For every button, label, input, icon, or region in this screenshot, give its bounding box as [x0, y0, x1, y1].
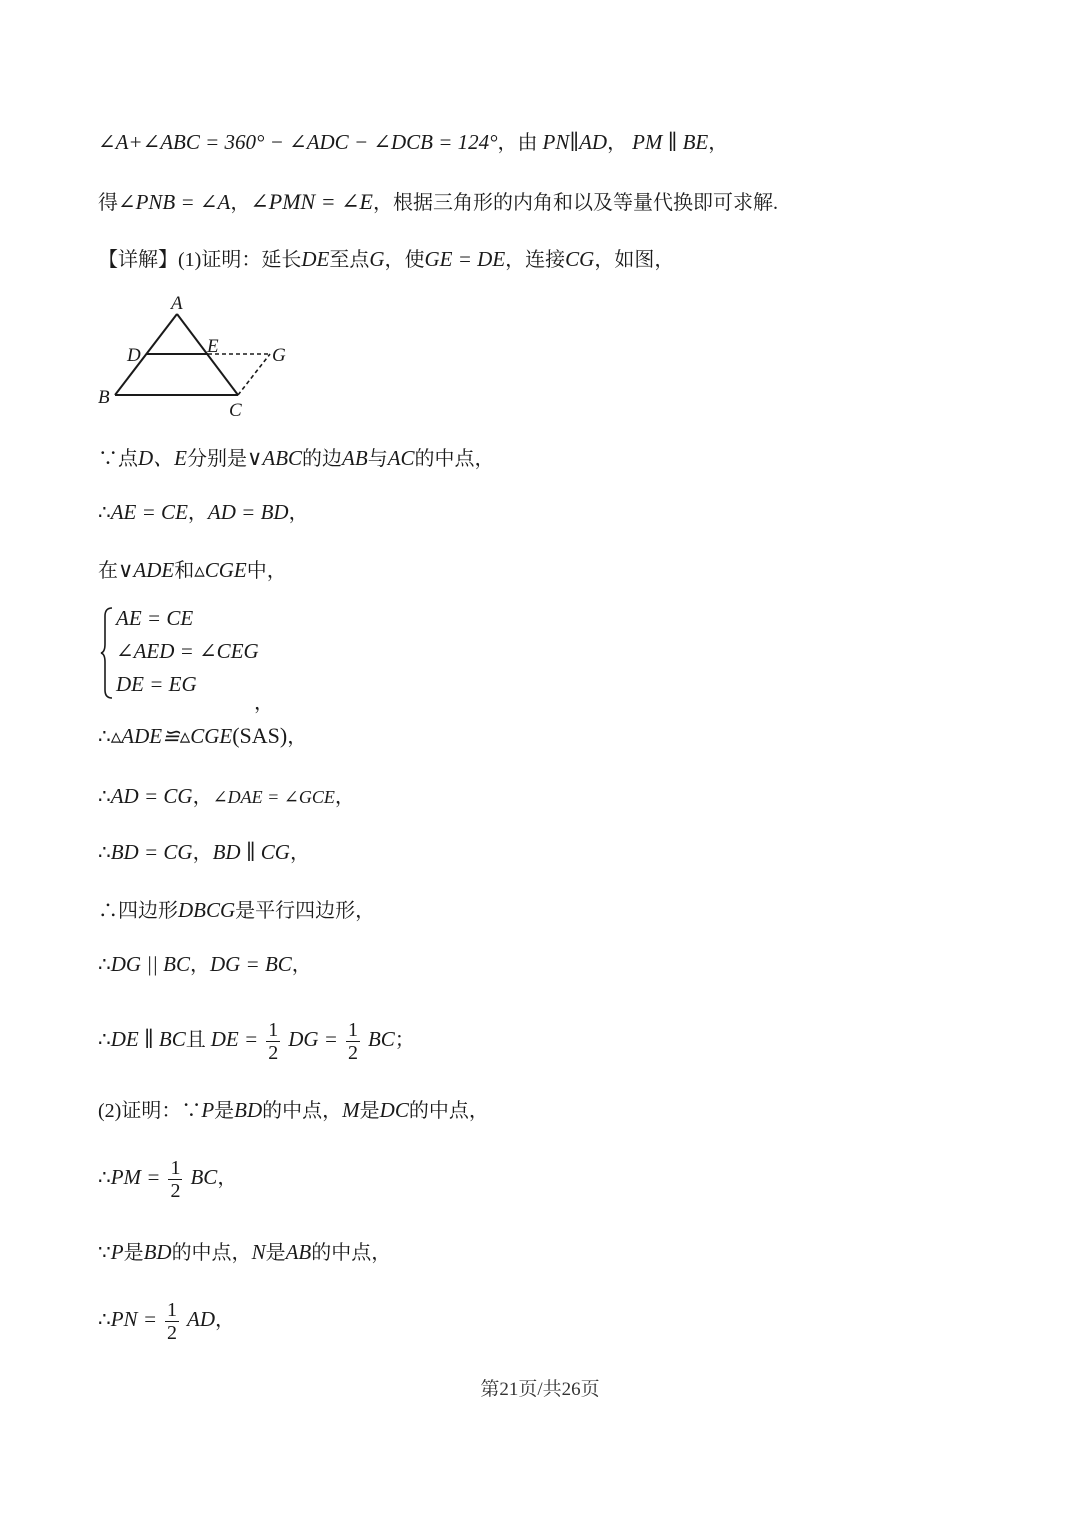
- segment-cg-dashed: [238, 354, 270, 395]
- text-line-5: ∴AE = CE，AD = BD，: [98, 500, 309, 524]
- text-line-6: 在∨ADE和▵CGE中，: [98, 558, 287, 582]
- math-expr: ∠PMN = ∠E: [250, 189, 373, 214]
- text-line-2: 得∠PNB = ∠A，∠PMN = ∠E，根据三角形的内角和以及等量代换即可求解.: [98, 189, 778, 214]
- fraction-half: $\frac{1}{2}$: [170, 1156, 181, 1202]
- label-c: C: [229, 400, 242, 421]
- triangle-figure: [95, 292, 305, 422]
- text-line-7: ∴▵ADE≌▵CGE(SAS)，: [98, 723, 308, 748]
- fraction-half: $\frac{1}{2}$: [268, 1018, 279, 1064]
- text-line-13: (2)证明：∵P是BD的中点，M是DC的中点，: [98, 1098, 489, 1122]
- label-b: B: [98, 387, 110, 408]
- text-line-16: ∴PN = $\frac{1}{2}$ AD，: [98, 1298, 235, 1344]
- fraction-half: $\frac{1}{2}$: [167, 1298, 177, 1344]
- text-line-11: ∴DG || BC，DG = BC，: [98, 952, 312, 976]
- system-row-3: DE = EG: [116, 672, 197, 696]
- text-line-8: ∴AD = CG，∠DAE = ∠GCE，: [98, 784, 355, 808]
- text-line-15: ∵P是BD的中点，N是AB的中点，: [98, 1240, 392, 1264]
- label-e: E: [207, 336, 219, 357]
- system-row-1: AE = CE: [116, 606, 194, 630]
- fraction-half: $\frac{1}{2}$: [347, 1018, 358, 1064]
- system-trail: ，: [254, 692, 274, 714]
- text-line-4: ∵点D、E分别是∨ABC的边AB与AC的中点，: [98, 446, 495, 470]
- text-line-12: ∴DE ∥ BC且 DE = $\frac{1}{2}$ DG = $\frac{1}{2}$ BC；: [98, 1018, 415, 1064]
- text-line-1: ∠A+∠ABC = 360° − ∠ADC − ∠DCB = 124°，由 PN∥AD， PM ∥ BE，: [98, 130, 729, 154]
- text-line-3: 【详解】(1)证明：延长DE至点G，使GE = DE，连接CG，如图，: [98, 247, 675, 271]
- text-line-9: ∴BD = CG，BD ∥ CG，: [98, 840, 310, 864]
- math-expr: PN∥AD: [542, 130, 608, 154]
- text-line-10: ∴四边形DBCG是平行四边形，: [98, 898, 376, 922]
- label-a: A: [171, 293, 183, 314]
- text-line-14: ∴PM = $\frac{1}{2}$ BC，: [98, 1156, 238, 1202]
- left-brace: [100, 606, 114, 700]
- math-expr: ∠A+∠ABC = 360° − ∠ADC − ∠DCB = 124°: [98, 130, 498, 154]
- math-expr: PM ∥ BE: [632, 130, 709, 154]
- label-d: D: [127, 345, 141, 366]
- system-row-2: ∠AED = ∠CEG: [116, 639, 259, 663]
- label-g: G: [272, 345, 286, 366]
- page-footer: 第21页/共26页: [480, 1379, 600, 1400]
- math-expr: ∠PNB = ∠A: [118, 190, 231, 214]
